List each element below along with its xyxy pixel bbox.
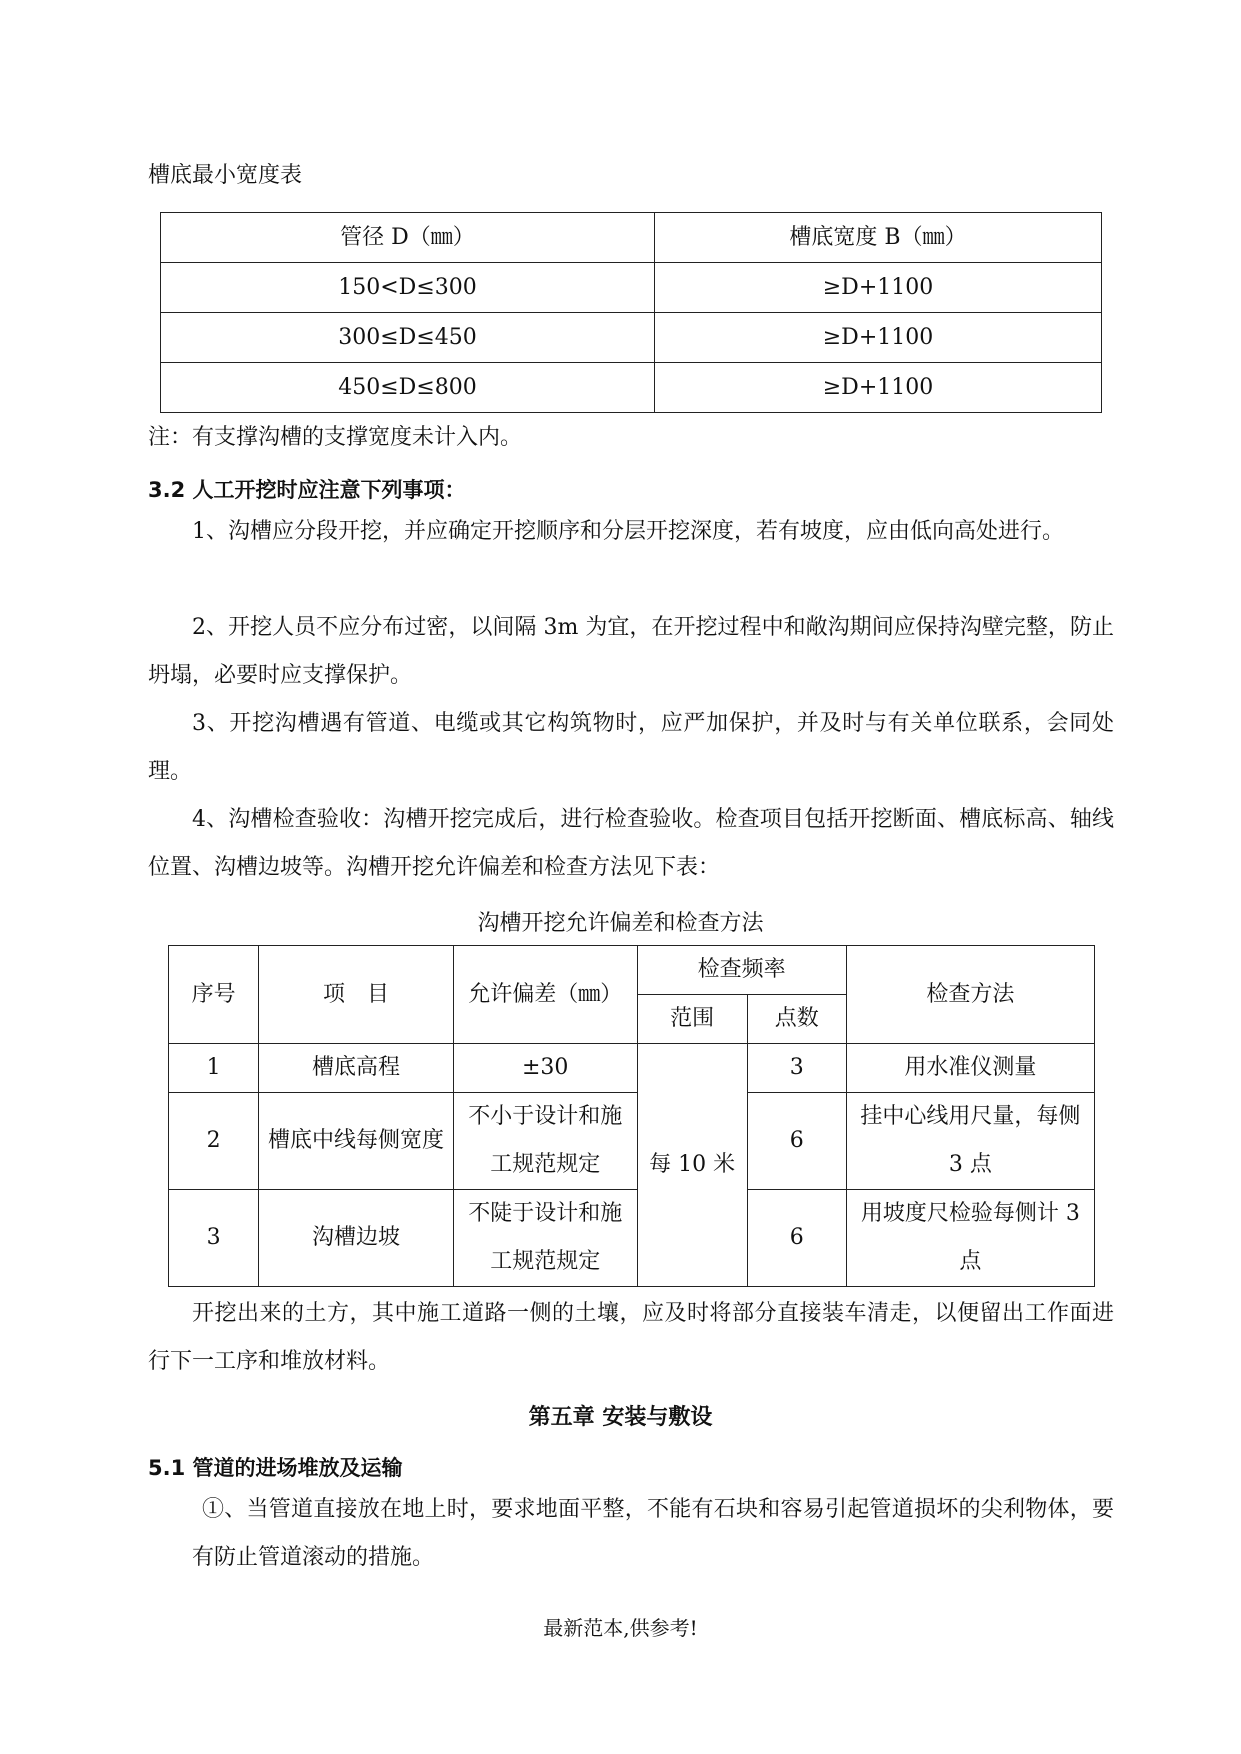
cell-points: 3	[747, 1044, 846, 1093]
paragraph-4: 4、沟槽检查验收：沟槽开挖完成后，进行检查验收。检查项目包括开挖断面、槽底标高、轴线位置、沟槽边坡等。沟槽开挖允许偏差和检查方法见下表：	[148, 807, 1114, 880]
table-row	[169, 1044, 1095, 1093]
cell-diameter: 300≤D≤450	[161, 313, 655, 363]
cell-width: ≥D+1100	[655, 263, 1102, 313]
cell-range: 每 10 米	[637, 1044, 747, 1287]
cell-tolerance: ±30	[453, 1044, 637, 1093]
header-frequency: 检查频率	[637, 946, 846, 995]
cell-method: 用水准仪测量	[846, 1044, 1094, 1093]
cell-item: 沟槽边坡	[259, 1190, 454, 1287]
cell-seq: 1	[169, 1044, 259, 1093]
header-item: 项 目	[259, 946, 454, 1044]
table-row	[161, 363, 1102, 413]
cell-method: 用坡度尺检验每侧计 3 点	[846, 1190, 1094, 1287]
cell-width: ≥D+1100	[655, 313, 1102, 363]
cell-seq: 2	[169, 1093, 259, 1190]
paragraph-after-table: 开挖出来的土方，其中施工道路一侧的土壤，应及时将部分直接装车清走，以便留出工作面进行下一工序和堆放材料。	[148, 1301, 1114, 1374]
paragraph-5-1: ①、当管道直接放在地上时，要求地面平整，不能有石块和容易引起管道损坏的尖利物体，要有防止管道滚动的措施。	[192, 1497, 1114, 1570]
paragraph-3: 3、开挖沟槽遇有管道、电缆或其它构筑物时，应严加保护，并及时与有关单位联系，会同处理。	[148, 711, 1114, 784]
table-row	[169, 1190, 1095, 1287]
min-trench-width-table	[160, 212, 1102, 413]
paragraph-2: 2、开挖人员不应分布过密，以间隔 3m 为宜，在开挖过程中和敞沟期间应保持沟壁完整，防止坍塌，必要时应支撑保护。	[148, 615, 1114, 688]
page-footer: 最新范本,供参考!	[543, 1616, 698, 1640]
header-diameter: 管径 D（㎜）	[161, 213, 655, 263]
cell-item: 槽底中线每侧宽度	[259, 1093, 454, 1190]
header-method: 检查方法	[846, 946, 1094, 1044]
cell-tolerance: 不小于设计和施工规范规定	[453, 1093, 637, 1190]
cell-tolerance: 不陡于设计和施工规范规定	[453, 1190, 637, 1287]
table-row	[161, 313, 1102, 363]
header-bottom-width: 槽底宽度 B（㎜）	[655, 213, 1102, 263]
table-row	[169, 1093, 1095, 1190]
trench-tolerance-table	[168, 945, 1095, 1287]
cell-diameter: 450≤D≤800	[161, 363, 655, 413]
table-row	[161, 263, 1102, 313]
header-seq: 序号	[169, 946, 259, 1044]
table2-caption: 沟槽开挖允许偏差和检查方法	[477, 911, 764, 936]
cell-item: 槽底高程	[259, 1044, 454, 1093]
table-header-row	[169, 946, 1095, 995]
cell-seq: 3	[169, 1190, 259, 1287]
header-range: 范围	[637, 995, 747, 1044]
header-points: 点数	[747, 995, 846, 1044]
section-heading-3-2: 3.2 人工开挖时应注意下列事项：	[148, 478, 466, 502]
chapter-title: 第五章 安装与敷设	[528, 1405, 713, 1430]
header-tolerance: 允许偏差（㎜）	[453, 946, 637, 1044]
paragraph-1: 1、沟槽应分段开挖，并应确定开挖顺序和分层开挖深度，若有坡度，应由低向高处进行。	[192, 519, 1065, 544]
cell-diameter: 150<D≤300	[161, 263, 655, 313]
table1-caption: 槽底最小宽度表	[148, 163, 303, 188]
cell-points: 6	[747, 1190, 846, 1287]
cell-points: 6	[747, 1093, 846, 1190]
cell-method: 挂中心线用尺量，每侧 3 点	[846, 1093, 1094, 1190]
table1-note: 注：有支撑沟槽的支撑宽度未计入内。	[148, 425, 523, 450]
section-heading-5-1: 5.1 管道的进场堆放及运输	[148, 1456, 403, 1480]
table-header-row	[161, 213, 1102, 263]
cell-width: ≥D+1100	[655, 363, 1102, 413]
